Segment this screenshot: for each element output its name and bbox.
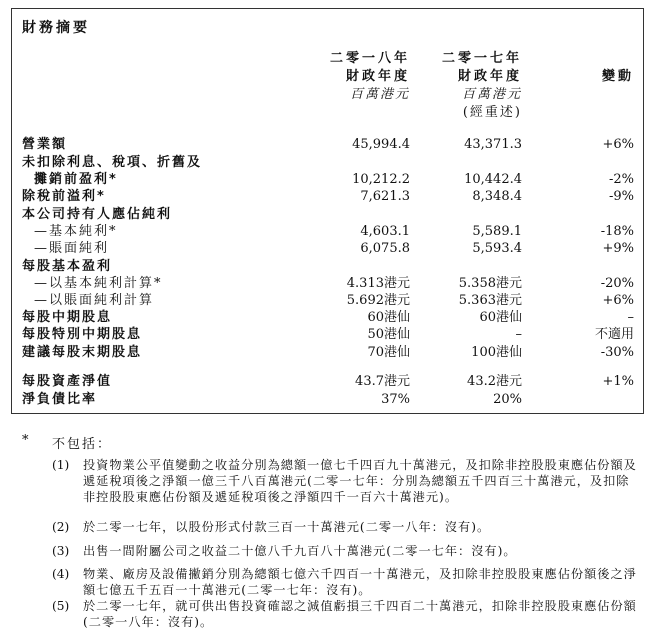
footnote-intro: 不包括： xyxy=(52,437,113,452)
footnote-text: 於二零一七年，以股份形式付款三百一十萬港元(二零一八年：沒有)。 xyxy=(83,520,491,534)
header-2018-unit: 百萬港元 xyxy=(349,87,410,102)
value-2017: 10,442.4 xyxy=(464,172,522,187)
value-2018: 6,075.8 xyxy=(360,241,410,256)
footnote-text: 物業、廠房及設備撇銷分別為總額七億六千四百一十萬港元，及扣除非控股股東應佔份額後之淨額七億五千五百一十萬港元(二零一七年：沒有)。 xyxy=(83,567,637,597)
value-change: -2% xyxy=(608,172,634,187)
value-2018: 10,212.2 xyxy=(352,172,410,187)
value-2018: 5.692港元 xyxy=(346,293,410,308)
value-change: +6% xyxy=(602,293,634,308)
header-2017-note: (經重述) xyxy=(462,105,522,120)
header-2017-unit: 百萬港元 xyxy=(461,87,522,102)
row-label: 未扣除利息、稅項、折舊及 xyxy=(22,155,203,170)
value-2017: 100港仙 xyxy=(471,345,522,360)
value-2017: – xyxy=(515,327,522,342)
value-2017: 5.363港元 xyxy=(458,293,522,308)
header-2018-year: 二零一八年 xyxy=(329,51,410,66)
row-label: —賬面純利 xyxy=(34,241,110,256)
value-change: 不適用 xyxy=(594,327,634,342)
row-label: 每股中期股息 xyxy=(22,310,113,325)
row-label: 建議每股末期股息 xyxy=(22,345,143,360)
table-row xyxy=(0,326,656,343)
row-label: 淨負債比率 xyxy=(22,392,98,407)
value-2017: 8,348.4 xyxy=(472,189,522,204)
value-change: -9% xyxy=(608,189,634,204)
value-2018: 43.7港元 xyxy=(355,374,410,389)
value-2018: 45,994.4 xyxy=(352,137,410,152)
value-2017: 60港仙 xyxy=(479,310,522,325)
footnote-number: (1) xyxy=(52,458,70,472)
table-row xyxy=(0,373,656,390)
value-change: +9% xyxy=(602,241,634,256)
section-title: 財務摘要 xyxy=(22,20,90,36)
footnote-number: (3) xyxy=(52,544,70,558)
value-2018: 4.313港元 xyxy=(346,276,410,291)
table-row xyxy=(0,309,656,326)
table-row xyxy=(0,344,656,361)
row-label: 攤銷前盈利* xyxy=(34,172,118,187)
header-2018 xyxy=(330,50,410,104)
table-row xyxy=(0,206,656,223)
table-row xyxy=(0,154,656,171)
table-row xyxy=(0,391,656,408)
table-row xyxy=(0,171,656,188)
table-row xyxy=(0,223,656,240)
value-change: -30% xyxy=(600,345,634,360)
header-change-label: 變動 xyxy=(601,69,634,84)
table-row xyxy=(0,188,656,205)
row-label: 每股特別中期股息 xyxy=(22,327,143,342)
footnote-number: (5) xyxy=(52,599,70,613)
footnote-text: 投資物業公平值變動之收益分別為總額一億七千四百九十萬港元，及扣除非控股股東應佔份額及遞延稅項後之淨額一億三千八百萬港元(二零一七年：分別為總額五千四百三十萬港元，及扣除非控股股東應佔份額及遞延稅項後之淨額四千一百六十萬港元)。 xyxy=(83,458,637,504)
row-label: 除稅前溢利* xyxy=(22,189,106,204)
table-row xyxy=(0,240,656,257)
value-change: -18% xyxy=(600,224,634,239)
table-row xyxy=(0,136,656,153)
value-2018: 4,603.1 xyxy=(360,224,410,239)
row-label: —基本純利* xyxy=(34,224,118,239)
header-2017 xyxy=(442,50,522,122)
value-change: +1% xyxy=(602,374,634,389)
value-2017: 43,371.3 xyxy=(464,137,522,152)
value-2018: 37% xyxy=(381,392,410,407)
value-change: – xyxy=(627,310,634,325)
header-2018-fy: 財政年度 xyxy=(345,69,410,84)
footnote-text: 於二零一七年，就可供出售投資確認之減值虧損三千四百二十萬港元，扣除非控股股東應佔份額(二零一八年：沒有)。 xyxy=(83,599,637,629)
value-2017: 20% xyxy=(493,392,522,407)
footnote-marker: * xyxy=(22,433,29,448)
header-2017-year: 二零一七年 xyxy=(441,51,522,66)
value-2018: 60港仙 xyxy=(367,310,410,325)
row-label: 營業額 xyxy=(22,137,68,152)
value-2018: 7,621.3 xyxy=(360,189,410,204)
value-2018: 50港仙 xyxy=(367,327,410,342)
value-change: -20% xyxy=(600,276,634,291)
value-2017: 43.2港元 xyxy=(467,374,522,389)
row-label: —以賬面純利計算 xyxy=(34,293,155,308)
row-label: 本公司持有人應佔純利 xyxy=(22,207,173,222)
footnote-text: 出售一間附屬公司之收益二十億八千九百八十萬港元(二零一七年：沒有)。 xyxy=(83,544,517,558)
table-row xyxy=(0,275,656,292)
value-2017: 5,589.1 xyxy=(472,224,522,239)
table-row xyxy=(0,292,656,309)
table-row xyxy=(0,258,656,275)
footnote-number: (4) xyxy=(52,567,70,581)
header-2017-fy: 財政年度 xyxy=(457,69,522,84)
value-change: +6% xyxy=(602,137,634,152)
row-label: 每股資產淨值 xyxy=(22,374,113,389)
row-label: 每股基本盈利 xyxy=(22,259,113,274)
row-label: —以基本純利計算* xyxy=(34,276,163,291)
header-change xyxy=(602,68,634,86)
value-2017: 5,593.4 xyxy=(472,241,522,256)
value-2018: 70港仙 xyxy=(367,345,410,360)
footnote-number: (2) xyxy=(52,520,70,534)
value-2017: 5.358港元 xyxy=(458,276,522,291)
